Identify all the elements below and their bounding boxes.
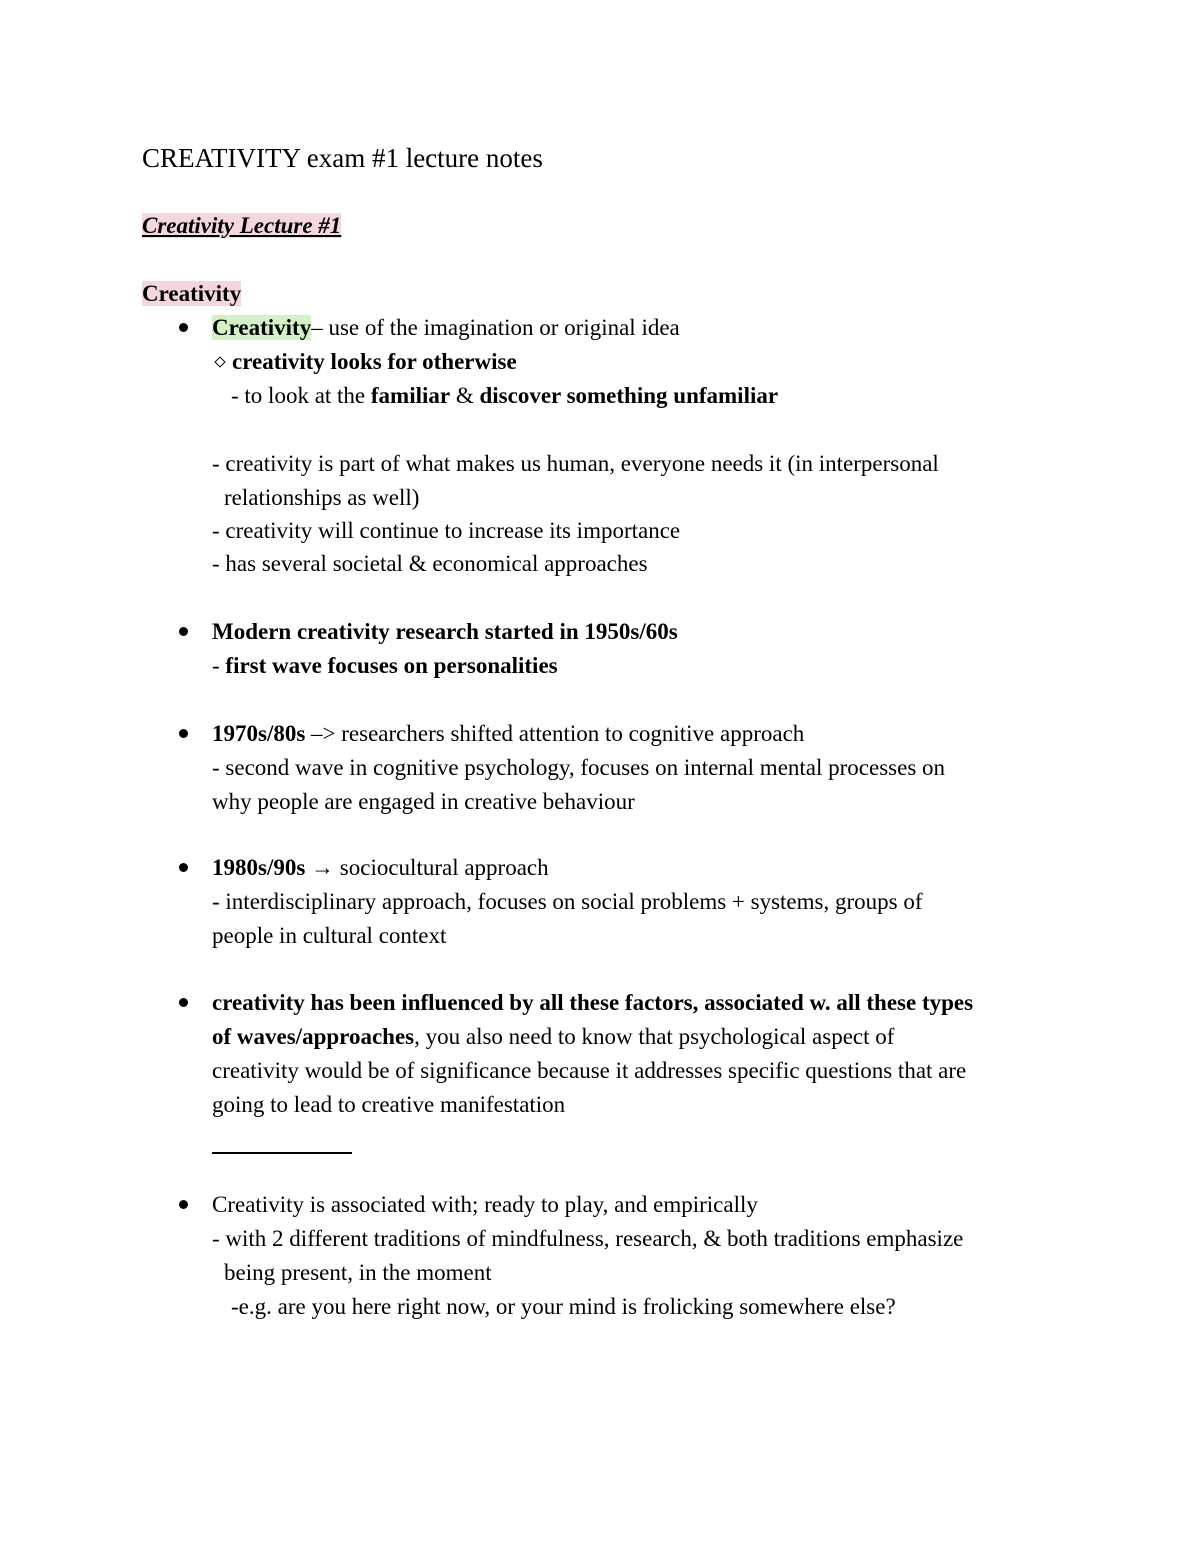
bullet-2-sub-dash: - [212,653,226,678]
bullet-3-line-2: - second wave in cognitive psychology, focuses on internal mental processes on [212,755,946,780]
bullet-3-main [212,719,804,749]
bullet-1-point-3: - has several societal & economical approaches [212,551,648,576]
bullet-icon [179,729,188,738]
document-title: CREATIVITY exam #1 lecture notes [142,143,543,173]
detail-discover: discover something unfamiliar [479,383,779,408]
bullet-5-line-2-rest: , you also need to know that psychological aspect of [414,1024,895,1049]
bullet-2-main: Modern creativity research started in 1950s/60s [212,619,678,644]
detail-familiar: familiar [370,383,451,408]
bullet-2-sub-text: first wave focuses on personalities [225,653,558,678]
bullet-5-line-2-bold: of waves/approaches [212,1024,415,1049]
section-heading [142,279,241,309]
bullet-3-line-3: why people are engaged in creative behaviour [212,789,635,814]
bullet-3-rest: –> researchers shifted attention to cognitive approach [305,721,805,746]
bullet-4-rest: → sociocultural approach [305,855,549,880]
separator-line [212,1152,352,1154]
bullet-6-line-4: -e.g. are you here right now, or your mind is frolicking somewhere else? [231,1294,896,1319]
bullet-1-sub-text: creativity looks for otherwise [232,349,517,374]
bullet-6-line-1: Creativity is associated with; ready to play, and empirically [212,1192,758,1217]
bullet-6-line-3: being present, in the moment [224,1260,492,1285]
bullet-5-line-4: going to lead to creative manifestation [212,1092,566,1117]
creativity-definition: – use of the imagination or original idea [311,315,680,340]
bullet-icon [179,627,188,636]
diamond-bullet-icon [214,357,225,368]
bullet-1-detail [231,381,778,411]
bullet-icon [179,998,188,1007]
bullet-6-line-2: - with 2 different traditions of mindfulness, research, & both traditions emphasize [212,1226,964,1251]
bullet-5-line-3: creativity would be of significance because it addresses specific questions that are [212,1058,967,1083]
detail-prefix: - to look at the [231,383,371,408]
lecture-heading-text: Creativity Lecture #1 [142,213,342,238]
bullet-2-sub [212,651,558,681]
bullet-icon [179,323,188,332]
lecture-heading [142,211,341,241]
bullet-4-main [212,853,549,883]
bullet-1-sub [212,347,517,377]
bullet-1-point-1b: relationships as well) [224,485,420,510]
bullet-4-era: 1980s/90s [212,855,306,880]
section-heading-text: Creativity [142,281,242,306]
bullet-5-line-2 [212,1022,894,1052]
bullet-1-definition [212,313,680,343]
bullet-4-line-3: people in cultural context [212,923,447,948]
bullet-1-point-2: - creativity will continue to increase its importance [212,518,681,543]
bullet-4-line-2: - interdisciplinary approach, focuses on social problems + systems, groups of [212,889,923,914]
bullet-3-era: 1970s/80s [212,721,306,746]
bullet-icon [179,863,188,872]
bullet-5-line-1: creativity has been influenced by all these factors, associated w. all these types [212,990,974,1015]
bullet-1-point-1a: - creativity is part of what makes us human, everyone needs it (in interpersonal [212,451,939,476]
bullet-icon [179,1200,188,1209]
detail-amp: & [450,383,480,408]
creativity-term: Creativity [212,315,312,340]
